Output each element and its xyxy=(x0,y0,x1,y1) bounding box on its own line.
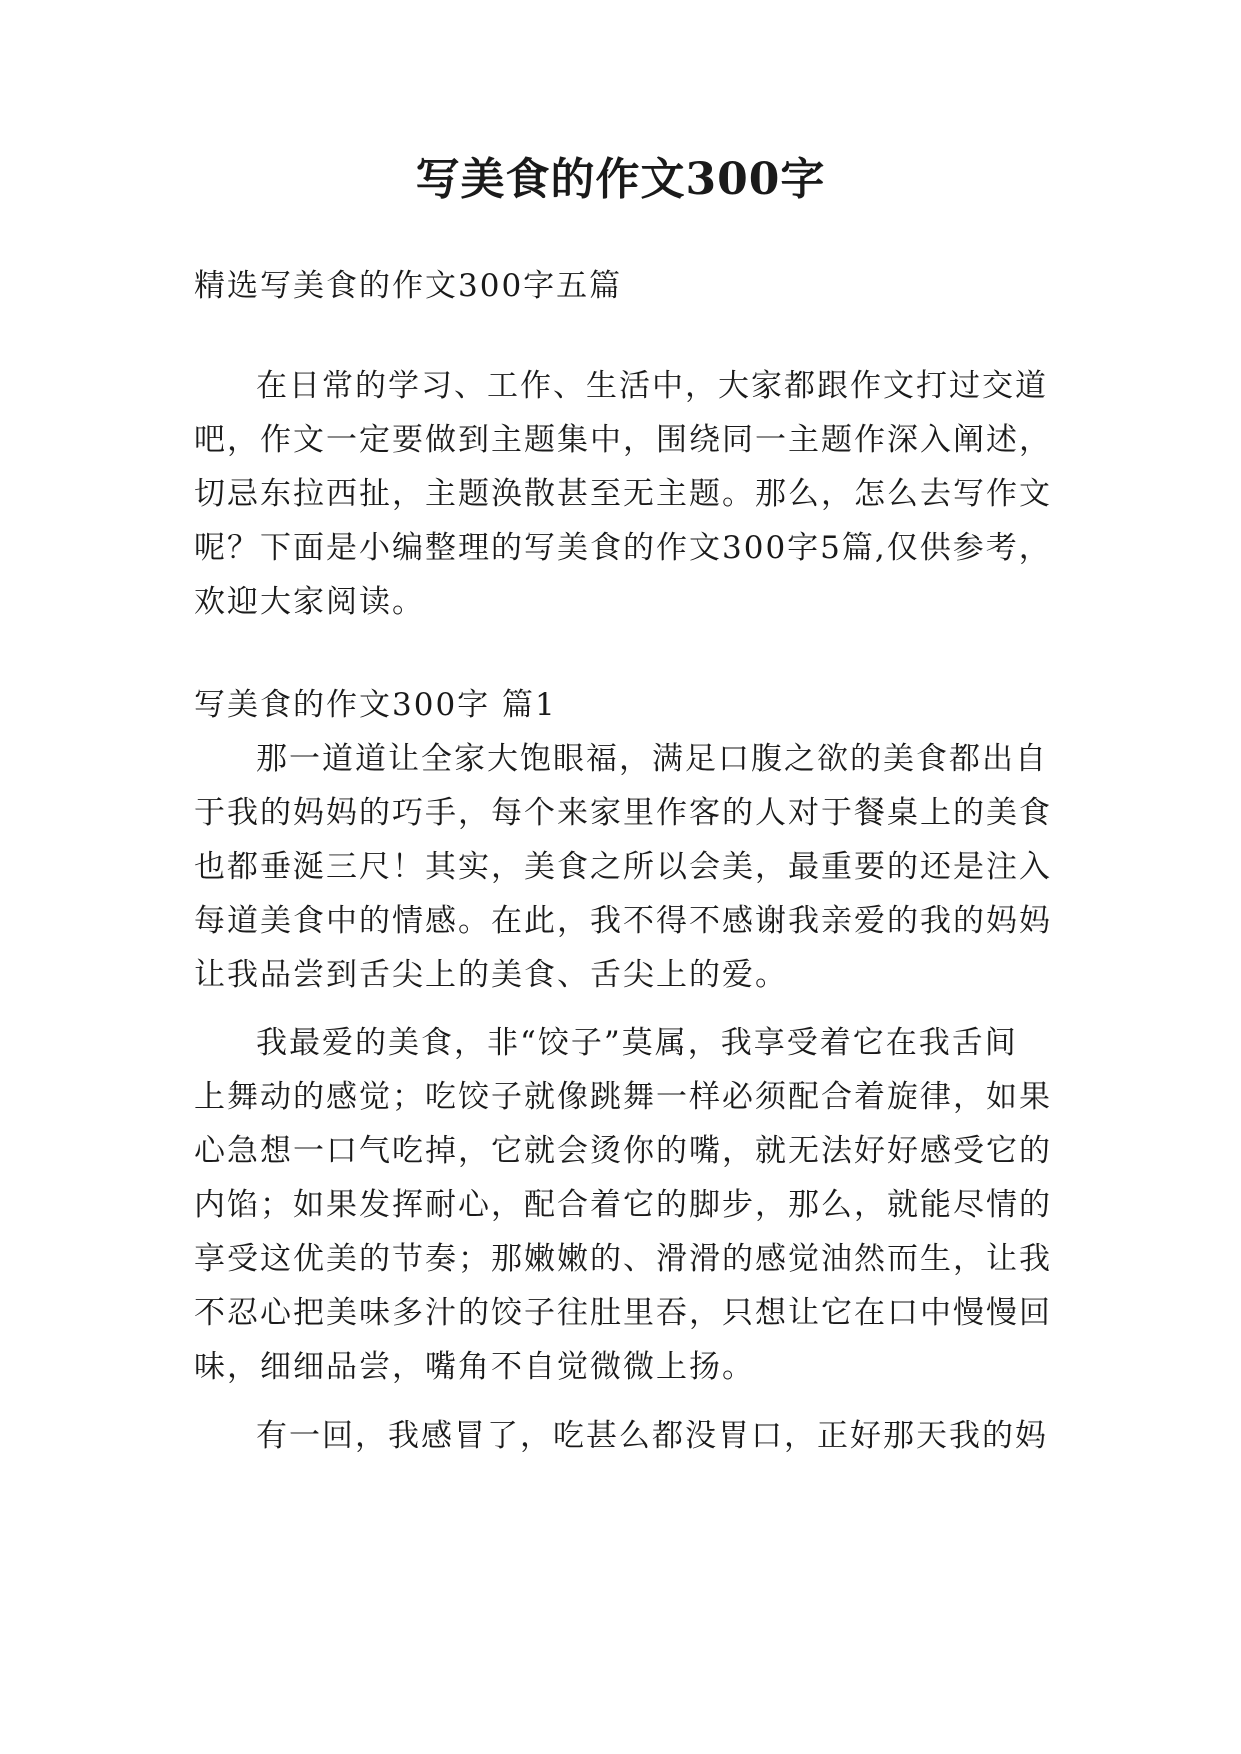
intro-line: 欢迎大家阅读。 xyxy=(194,584,425,620)
paragraph-line: 于我的妈妈的巧手，每个来家里作客的人对于餐桌上的美食 xyxy=(194,795,1052,831)
paragraph-line: 我最爱的美食，非“饺子”莫属，我享受着它在我舌间 xyxy=(256,1025,1018,1061)
paragraph-line: 那一道道让全家大饱眼福，满足口腹之欲的美食都出自 xyxy=(256,741,1048,777)
intro-line: 呢？下面是小编整理的写美食的作文300字5篇,仅供参考， xyxy=(194,530,1052,566)
section-heading: 写美食的作文300字 篇1 xyxy=(194,687,557,723)
paragraph-line: 味，细细品尝，嘴角不自觉微微上扬。 xyxy=(194,1349,755,1385)
paragraph-line: 上舞动的感觉；吃饺子就像跳舞一样必须配合着旋律，如果 xyxy=(194,1079,1052,1115)
paragraph-line: 不忍心把美味多汁的饺子往肚里吞，只想让它在口中慢慢回 xyxy=(194,1295,1052,1331)
paragraph-line: 让我品尝到舌尖上的美食、舌尖上的爱。 xyxy=(194,957,788,993)
intro-line: 在日常的学习、工作、生活中，大家都跟作文打过交道 xyxy=(256,368,1048,404)
paragraph-line: 内馅；如果发挥耐心，配合着它的脚步，那么，就能尽情的 xyxy=(194,1187,1052,1223)
paragraph-line: 有一回，我感冒了，吃甚么都没胃口，正好那天我的妈 xyxy=(256,1418,1048,1454)
intro-line: 切忌东拉西扯，主题涣散甚至无主题。那么，怎么去写作文 xyxy=(194,476,1052,512)
paragraph-line: 心急想一口气吃掉，它就会烫你的嘴，就无法好好感受它的 xyxy=(194,1133,1052,1169)
paragraph-line: 每道美食中的情感。在此，我不得不感谢我亲爱的我的妈妈 xyxy=(194,903,1052,939)
paragraph-line: 享受这优美的节奏；那嫩嫩的、滑滑的感觉油然而生，让我 xyxy=(194,1241,1052,1277)
paragraph-line: 也都垂涎三尺！其实，美食之所以会美，最重要的还是注入 xyxy=(194,849,1052,885)
intro-line: 吧，作文一定要做到主题集中，围绕同一主题作深入阐述， xyxy=(194,422,1052,458)
document-title: 写美食的作文300字 xyxy=(415,154,826,205)
document-subtitle: 精选写美食的作文300字五篇 xyxy=(194,268,623,304)
